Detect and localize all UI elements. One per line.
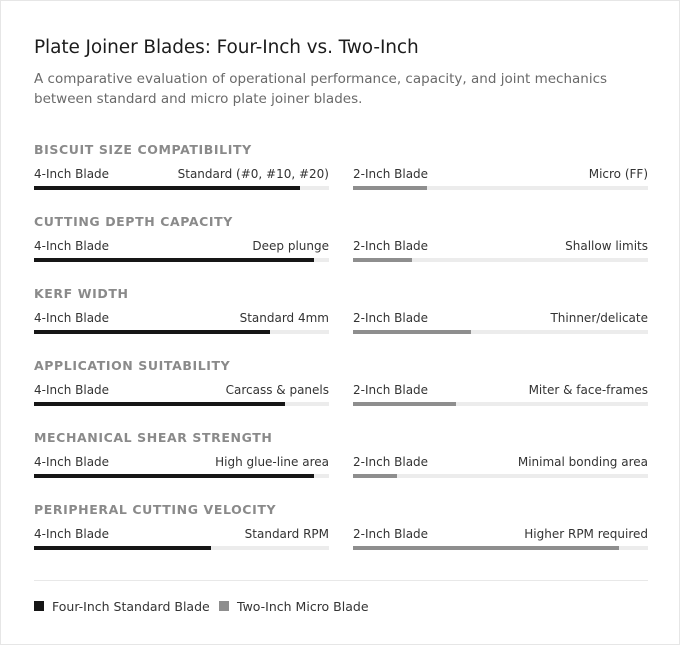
bar-track-four	[34, 330, 329, 334]
section-3	[34, 358, 648, 418]
bar-fill-four	[34, 474, 314, 478]
bar-name-four: 4-Inch Blade	[34, 527, 110, 541]
bar-value-label-four: Deep plunge	[252, 239, 329, 253]
bar-name-two: 2-Inch Blade	[353, 311, 429, 325]
bar-name-two: 2-Inch Blade	[353, 455, 429, 469]
chart-subtitle: A comparative evaluation of operational performance, capacity, and joint mechanics between standard and micro plate joiner blades.	[34, 71, 608, 107]
bar-value-label-four: Standard (#0, #10, #20)	[177, 167, 329, 181]
bar-fill-four	[34, 402, 285, 406]
bar-value-label-two: Micro (FF)	[588, 167, 648, 181]
bar-name-two: 2-Inch Blade	[353, 383, 429, 397]
section-0	[34, 142, 648, 202]
bar-fill-two	[353, 402, 456, 406]
bar-block-four	[34, 383, 329, 405]
bar-block-two	[353, 527, 648, 549]
legend-label-four-inch: Four-Inch Standard Blade	[52, 599, 210, 614]
bar-block-two	[353, 167, 648, 189]
bar-track-two	[353, 258, 648, 262]
section-label: PERIPHERAL CUTTING VELOCITY	[34, 502, 277, 517]
bar-track-two	[353, 330, 648, 334]
bar-block-four	[34, 167, 329, 189]
bar-name-two: 2-Inch Blade	[353, 527, 429, 541]
section-label: MECHANICAL SHEAR STRENGTH	[34, 430, 273, 445]
bar-track-two	[353, 186, 648, 190]
bar-fill-two	[353, 186, 427, 190]
bar-track-two	[353, 546, 648, 550]
bar-value-label-two: Thinner/delicate	[550, 311, 648, 325]
section-label: KERF WIDTH	[34, 286, 129, 301]
bar-fill-four	[34, 258, 314, 262]
legend-divider	[34, 580, 648, 581]
bar-name-four: 4-Inch Blade	[34, 239, 110, 253]
section-label: BISCUIT SIZE COMPATIBILITY	[34, 142, 252, 157]
bar-fill-four	[34, 546, 211, 550]
bar-track-four	[34, 258, 329, 262]
bar-block-two	[353, 311, 648, 333]
bar-fill-four	[34, 186, 300, 190]
bar-value-label-two: Minimal bonding area	[517, 455, 648, 469]
bar-block-two	[353, 383, 648, 405]
bar-block-four	[34, 527, 329, 549]
section-4	[34, 430, 648, 490]
section-label: APPLICATION SUITABILITY	[34, 358, 231, 373]
bar-name-four: 4-Inch Blade	[34, 455, 110, 469]
section-2	[34, 286, 648, 346]
bar-name-two: 2-Inch Blade	[353, 167, 429, 181]
bar-name-two: 2-Inch Blade	[353, 239, 429, 253]
legend-label-two-inch: Two-Inch Micro Blade	[237, 599, 369, 614]
bar-track-two	[353, 402, 648, 406]
bar-track-four	[34, 402, 329, 406]
bar-name-four: 4-Inch Blade	[34, 167, 110, 181]
bar-track-four	[34, 546, 329, 550]
bar-value-label-four: High glue-line area	[215, 455, 329, 469]
bar-value-label-two: Shallow limits	[565, 239, 648, 253]
bar-block-two	[353, 239, 648, 261]
section-5	[34, 502, 648, 562]
bar-value-label-four: Standard 4mm	[239, 311, 329, 325]
bar-track-four	[34, 186, 329, 190]
bar-fill-four	[34, 330, 270, 334]
chart-title: Plate Joiner Blades: Four-Inch vs. Two-Inch	[34, 37, 419, 58]
bar-value-label-two: Miter & face-frames	[528, 383, 648, 397]
bar-track-four	[34, 474, 329, 478]
bar-block-four	[34, 311, 329, 333]
bar-value-label-four: Carcass & panels	[225, 383, 329, 397]
bar-fill-two	[353, 474, 397, 478]
bar-name-four: 4-Inch Blade	[34, 311, 110, 325]
section-1	[34, 214, 648, 274]
bar-fill-two	[353, 330, 471, 334]
legend-swatch-two-inch	[219, 601, 229, 611]
bar-block-four	[34, 239, 329, 261]
bar-block-two	[353, 455, 648, 477]
section-label: CUTTING DEPTH CAPACITY	[34, 214, 233, 229]
bar-value-label-four: Standard RPM	[244, 527, 329, 541]
bar-fill-two	[353, 546, 619, 550]
legend-swatch-four-inch	[34, 601, 44, 611]
bar-block-four	[34, 455, 329, 477]
bar-track-two	[353, 474, 648, 478]
bar-name-four: 4-Inch Blade	[34, 383, 110, 397]
bar-fill-two	[353, 258, 412, 262]
bar-value-label-two: Higher RPM required	[524, 527, 648, 541]
